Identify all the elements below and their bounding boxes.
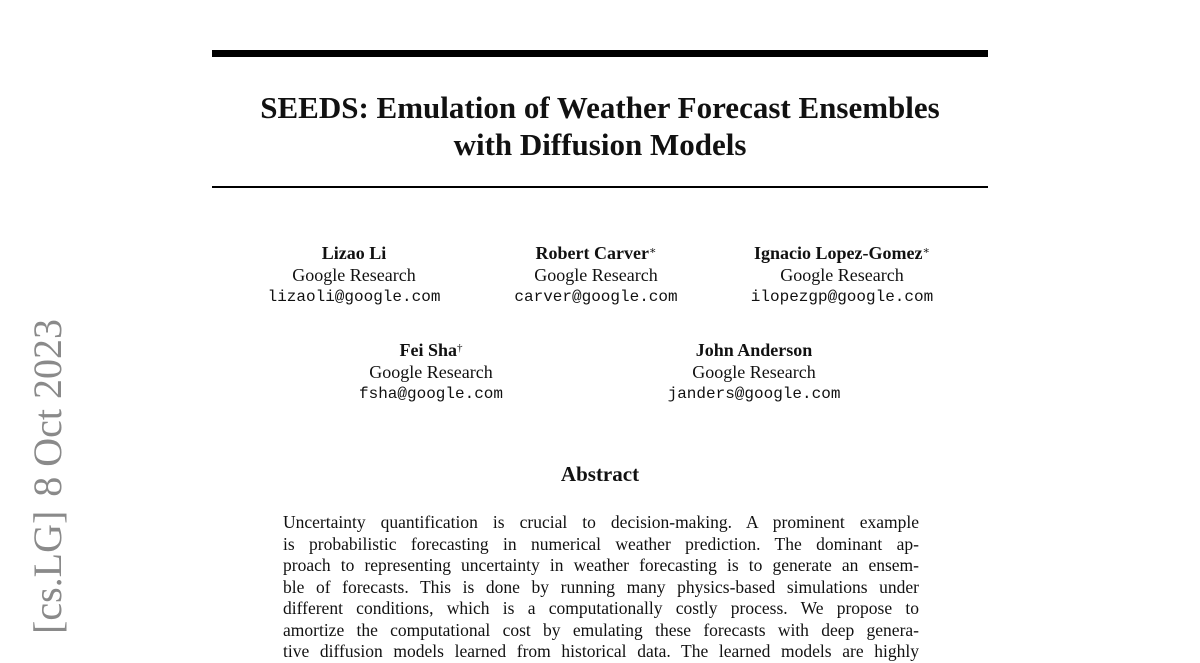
author-block-john-anderson [668,339,841,405]
author-name: Ignacio Lopez-Gomez∗ [754,243,930,263]
paper-title [212,89,988,163]
equal-contribution-mark: ∗ [648,245,657,257]
author-affiliation: Google Research [292,265,416,285]
author-affiliation: Google Research [534,265,658,285]
arxiv-stamp [26,319,70,634]
title-top-rule [212,50,988,57]
author-name: Lizao Li [321,243,387,263]
abstract-line: proach to representing uncertainty in weather forecasting is to generate an ensem- [283,555,919,575]
author-email: fsha@google.com [358,385,504,403]
author-block-lizao-li [268,242,441,308]
author-email: carver@google.com [514,288,678,306]
author-block-fei-sha [359,339,503,405]
author-email: janders@google.com [667,385,841,403]
abstract-line: tive diffusion models learned from historical data. The learned models are highly [283,641,919,661]
author-email: ilopezgp@google.com [750,288,934,306]
arxiv-category: [cs.LG] [25,510,70,634]
author-name: Fei Sha† [399,340,463,360]
abstract-line: Uncertainty quantification is crucial to decision-making. A prominent example [283,512,919,532]
arxiv-date: 8 Oct 2023 [25,318,70,497]
abstract-line: amortize the computational cost by emulating these forecasts with deep genera- [283,619,919,640]
author-affiliation: Google Research [692,362,816,382]
abstract-line: ble of forecasts. This is done by running many physics-based simulations under [283,576,919,597]
author-email: lizaoli@google.com [267,288,441,306]
author-affiliation: Google Research [369,362,493,382]
dagger-mark: † [457,342,463,354]
abstract-body [283,512,919,663]
equal-contribution-mark: ∗ [922,245,930,257]
title-bottom-rule [212,186,988,188]
abstract-line: is probabilistic forecasting in numerical weather prediction. The dominant ap- [283,533,919,554]
author-name: Robert Carver∗ [535,243,657,263]
author-affiliation: Google Research [780,265,904,285]
author-name: John Anderson [695,340,813,360]
paper-title-line-2: with Diffusion Models [453,127,747,162]
paper-title-line-1: SEEDS: Emulation of Weather Forecast Ensembles [260,90,940,125]
author-block-robert-carver [514,242,677,308]
author-block-ignacio-lopez-gomez [751,242,933,308]
abstract-heading: Abstract [560,462,640,486]
abstract-line: different conditions, which is a computationally costly process. We propose to [283,598,919,618]
